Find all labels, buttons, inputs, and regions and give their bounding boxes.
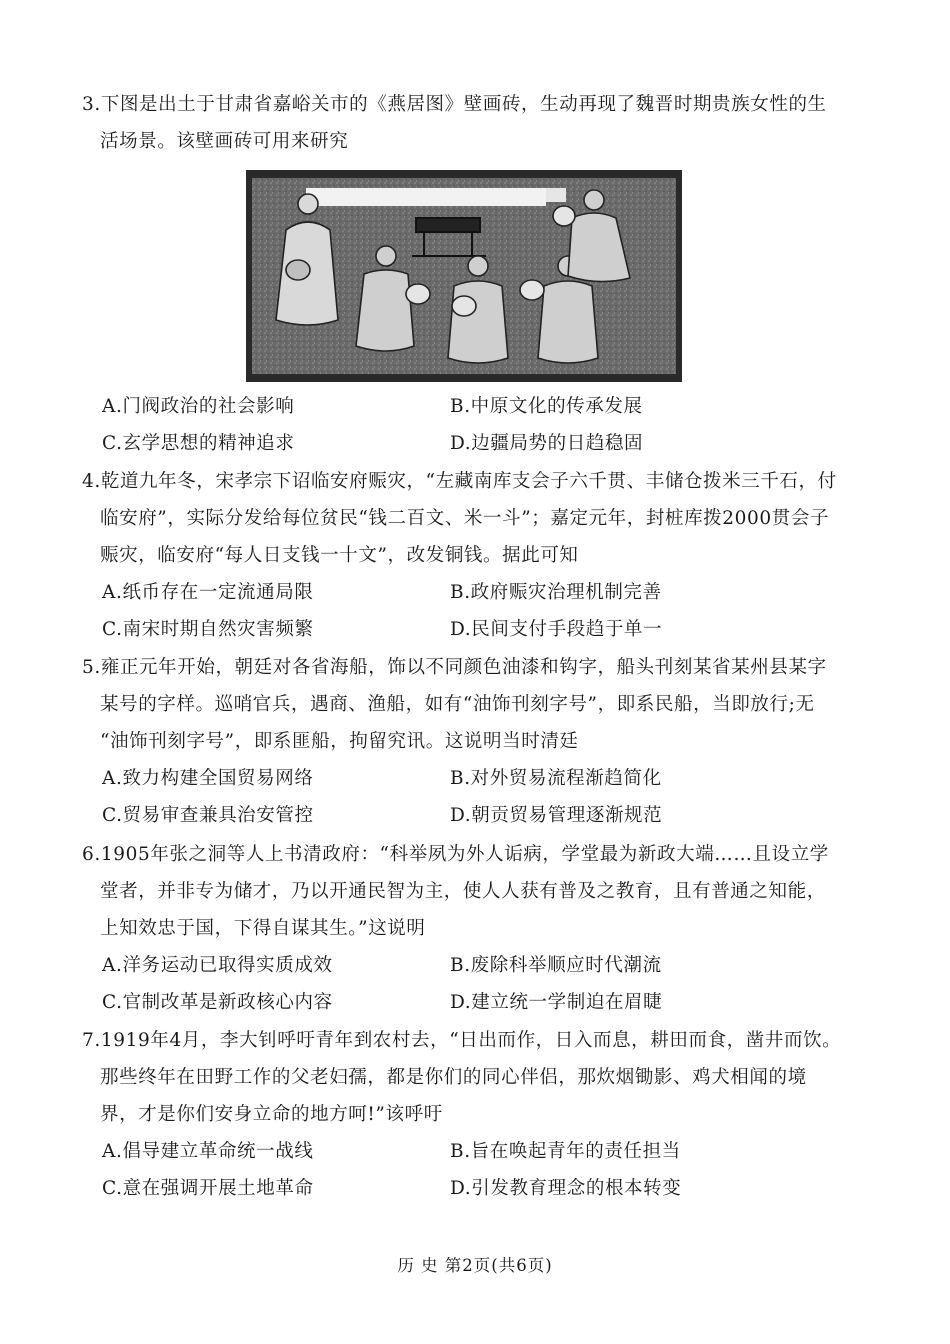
- question-7-option-a: A.倡导建立革命统一战线: [102, 1141, 314, 1162]
- question-5-stem-line-1: 5.雍正元年开始，朝廷对各省海船，饰以不同颜色油漆和钩字，船头刊刻某省某州县某字: [82, 657, 827, 678]
- question-3-option-c: C.玄学思想的精神追求: [102, 433, 295, 454]
- question-5-stem-line-3: “油饰刊刻字号”，即系匪船，拘留究讯。这说明当时清廷: [100, 731, 579, 752]
- question-7-number: 7.: [82, 1030, 101, 1051]
- question-4-number: 4.: [82, 471, 101, 492]
- question-6-stem-line-3: 上知效忠于国，下得自谋其生。”这说明: [100, 918, 426, 939]
- question-7-stem-line-3: 界，才是你们安身立命的地方呵!”该呼吁: [100, 1104, 443, 1125]
- question-6-option-a: A.洋务运动已取得实质成效: [102, 955, 333, 976]
- question-4-option-a: A.纸币存在一定流通局限: [102, 582, 314, 603]
- question-7-option-c: C.意在强调开展土地革命: [102, 1178, 314, 1199]
- page-footer: 历 史 第2页(共6页): [397, 1256, 553, 1275]
- question-4-stem-line-2: 临安府”，实际分发给每位贫民“钱二百文、米一斗”；嘉定元年，封桩库拨2000贯会子: [100, 508, 830, 529]
- question-3-option-a: A.门阀政治的社会影响: [102, 396, 295, 417]
- question-6: [82, 836, 852, 1021]
- question-5-number: 5.: [82, 657, 101, 678]
- question-6-option-b: B.废除科举顺应时代潮流: [450, 955, 662, 976]
- question-5-option-a: A.致力构建全国贸易网络: [102, 768, 314, 789]
- question-5-stem-line-2: 某号的字样。巡哨官兵，遇商、渔船，如有“油饰刊刻字号”，即系民船，当即放行;无: [100, 694, 815, 715]
- question-6-option-c: C.官制改革是新政核心内容: [102, 992, 333, 1013]
- question-6-number: 6.: [82, 844, 101, 865]
- question-4-option-d: D.民间支付手段趋于单一: [450, 619, 663, 640]
- question-6-stem-line-2: 堂者，并非专为储才，乃以开通民智为主，使人人获有普及之教育，且有普通之知能，: [100, 881, 826, 902]
- question-3-options: [82, 388, 852, 462]
- question-3: [82, 86, 852, 160]
- question-5: [82, 649, 852, 834]
- question-7-option-b: B.旨在唤起青年的责任担当: [450, 1141, 681, 1162]
- question-5-option-c: C.贸易审查兼具治安管控: [102, 805, 314, 826]
- question-7-stem-line-2: 那些终年在田野工作的父老妇孺，都是你们的同心伴侣，那炊烟锄影、鸡犬相闻的境: [100, 1067, 807, 1088]
- question-3-option-b: B.中原文化的传承发展: [450, 396, 643, 417]
- question-3-stem-line-2: 活场景。该壁画砖可用来研究: [100, 131, 349, 152]
- question-4-option-c: C.南宋时期自然灾害频繁: [102, 619, 314, 640]
- question-5-option-d: D.朝贡贸易管理逐渐规范: [450, 805, 663, 826]
- question-4-stem-line-1: 4.乾道九年冬，宋孝宗下诏临安府赈灾，“左藏南库支会子六千贯、丰储仓拨米三千石，付: [82, 471, 837, 492]
- question-3-stem-line-1: 3.下图是出土于甘肃省嘉峪关市的《燕居图》壁画砖，生动再现了魏晋时期贵族女性的生: [82, 94, 827, 115]
- yanju-mural-brick-image: [246, 170, 682, 382]
- question-4-option-b: B.政府赈灾治理机制完善: [450, 582, 662, 603]
- question-7-stem-line-1: 7.1919年4月，李大钊呼吁青年到农村去，“日出而作，日入而息，耕田而食，凿井而饮。: [82, 1030, 842, 1051]
- question-4: [82, 463, 852, 648]
- question-7: [82, 1022, 852, 1207]
- question-3-number: 3.: [82, 94, 101, 115]
- question-6-stem-line-1: 6.1905年张之洞等人上书清政府：“科举夙为外人诟病，学堂最为新政大端……且设立学: [82, 844, 829, 865]
- question-7-option-d: D.引发教育理念的根本转变: [450, 1178, 682, 1199]
- question-4-stem-line-3: 赈灾，临安府“每人日支钱一十文”，改发铜钱。据此可知: [100, 545, 579, 566]
- question-5-option-b: B.对外贸易流程渐趋简化: [450, 768, 662, 789]
- question-6-option-d: D.建立统一学制迫在眉睫: [450, 992, 663, 1013]
- question-3-option-d: D.边疆局势的日趋稳固: [450, 433, 644, 454]
